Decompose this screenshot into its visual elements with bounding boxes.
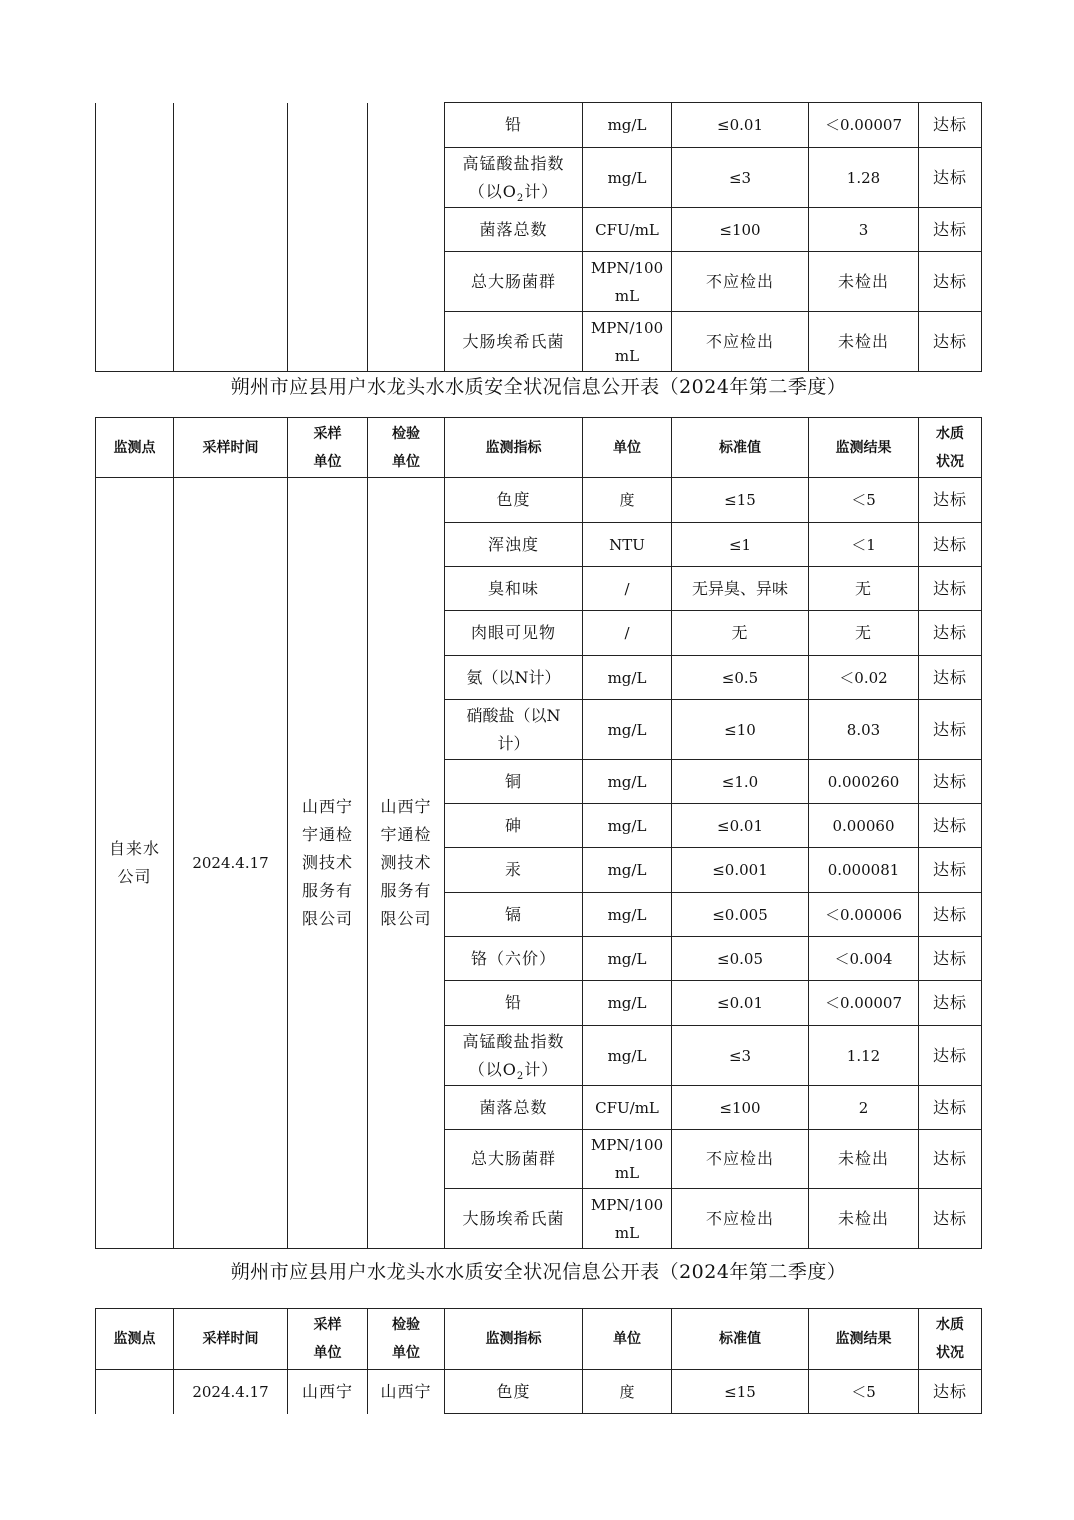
standard-cell: 不应检出	[672, 312, 809, 372]
result-cell: 2	[809, 1086, 919, 1130]
tester-line: 测技术	[380, 853, 432, 872]
unit-line-2: mL	[614, 346, 640, 365]
indicator-line-1: 高锰酸盐指数	[462, 1031, 565, 1051]
standard-cell: ≤0.001	[672, 848, 809, 893]
water-quality-table	[95, 417, 982, 1249]
sampler-cell	[288, 103, 368, 372]
result-cell: 3	[809, 208, 919, 252]
header-time: 采样时间	[174, 1309, 288, 1370]
unit-line-2: mL	[614, 1223, 640, 1242]
status-cell: 达标	[919, 893, 982, 937]
unit-cell: 度	[583, 478, 672, 523]
table-continuation	[95, 102, 982, 372]
status-cell: 达标	[919, 252, 982, 312]
result-cell: ＜0.02	[809, 656, 919, 700]
indicator-cell: 铅	[445, 981, 583, 1026]
header-sampler-line-2: 单位	[313, 453, 342, 470]
indicator-line-2a: （以O	[468, 1059, 517, 1079]
unit-cell	[583, 252, 672, 312]
standard-cell: 不应检出	[672, 1130, 809, 1189]
standard-cell: ≤1	[672, 523, 809, 567]
indicator-cell	[445, 700, 583, 760]
unit-cell: mg/L	[583, 937, 672, 981]
header-status	[919, 1309, 982, 1370]
indicator-cell: 铅	[445, 103, 583, 148]
status-cell: 达标	[919, 1130, 982, 1189]
unit-cell: mg/L	[583, 656, 672, 700]
standard-cell: ≤1.0	[672, 760, 809, 804]
sampler-line: 测技术	[301, 853, 353, 872]
indicator-cell: 菌落总数	[445, 1086, 583, 1130]
standard-cell: ≤3	[672, 1026, 809, 1086]
unit-cell: mg/L	[583, 804, 672, 848]
status-cell: 达标	[919, 208, 982, 252]
header-status-line-2: 状况	[936, 1345, 964, 1361]
standard-cell: ≤0.01	[672, 103, 809, 148]
tester-cell	[368, 478, 445, 1249]
site-line-2: 公司	[117, 867, 152, 886]
header-tester-line-1: 检验	[392, 425, 420, 442]
indicator-cell: 臭和味	[445, 567, 583, 611]
time-cell: 2024.4.17	[174, 1370, 288, 1414]
standard-cell: ≤0.01	[672, 804, 809, 848]
header-tester	[368, 1309, 445, 1370]
status-cell: 达标	[919, 981, 982, 1026]
time-cell: 2024.4.17	[174, 478, 288, 1249]
indicator-cell: 大肠埃希氏菌	[445, 1189, 583, 1249]
indicator-line-2: 计）	[497, 733, 530, 753]
unit-cell: /	[583, 611, 672, 656]
header-site: 监测点	[96, 1309, 174, 1370]
standard-cell: 无	[672, 611, 809, 656]
indicator-cell: 菌落总数	[445, 208, 583, 252]
header-status-line-1: 水质	[936, 425, 964, 442]
status-cell: 达标	[919, 312, 982, 372]
result-cell: 0.000260	[809, 760, 919, 804]
header-status-line-2: 状况	[936, 453, 964, 470]
indicator-cell: 肉眼可见物	[445, 611, 583, 656]
status-cell: 达标	[919, 611, 982, 656]
unit-cell: CFU/mL	[583, 208, 672, 252]
result-cell: 8.03	[809, 700, 919, 760]
header-status	[919, 418, 982, 478]
unit-line-1: MPN/100	[590, 1195, 664, 1214]
indicator-cell: 铜	[445, 760, 583, 804]
sampler-line: 服务有	[301, 881, 353, 900]
unit-cell: NTU	[583, 523, 672, 567]
tester-line: 宇通检	[380, 825, 432, 844]
unit-cell: mg/L	[583, 981, 672, 1026]
status-cell: 达标	[919, 937, 982, 981]
site-line-1: 自来水	[108, 839, 160, 858]
unit-line-2: mL	[614, 286, 640, 305]
result-cell: 无	[809, 611, 919, 656]
unit-line-1: MPN/100	[590, 258, 664, 277]
sampler-cell	[288, 478, 368, 1249]
header-tester-line-2: 单位	[392, 1345, 420, 1361]
indicator-cell: 大肠埃希氏菌	[445, 312, 583, 372]
site-cell	[96, 478, 174, 1249]
result-cell: 未检出	[809, 1189, 919, 1249]
header-standard: 标准值	[672, 418, 809, 478]
tester-line: 服务有	[380, 881, 432, 900]
site-cell	[96, 103, 174, 372]
unit-cell: mg/L	[583, 893, 672, 937]
indicator-cell: 色度	[445, 478, 583, 523]
sampler-line: 限公司	[301, 909, 353, 928]
header-unit: 单位	[583, 1309, 672, 1370]
header-standard: 标准值	[672, 1309, 809, 1370]
time-cell	[174, 103, 288, 372]
result-cell: ＜1	[809, 523, 919, 567]
result-cell: 1.12	[809, 1026, 919, 1086]
unit-line-2: mL	[614, 1164, 640, 1182]
status-cell: 达标	[919, 1370, 982, 1414]
header-sampler-line-1: 采样	[313, 425, 342, 442]
unit-cell	[583, 1189, 672, 1249]
sampler-cell: 山西宁	[288, 1370, 368, 1414]
standard-cell: 无异臭、异味	[672, 567, 809, 611]
status-cell: 达标	[919, 523, 982, 567]
result-cell: ＜0.004	[809, 937, 919, 981]
unit-cell: /	[583, 567, 672, 611]
status-cell: 达标	[919, 567, 982, 611]
standard-cell: 不应检出	[672, 252, 809, 312]
standard-cell: ≤0.05	[672, 937, 809, 981]
standard-cell: ≤0.005	[672, 893, 809, 937]
indicator-cell: 总大肠菌群	[445, 1130, 583, 1189]
indicator-line-1: 硝酸盐（以N	[466, 705, 561, 725]
result-cell: 未检出	[809, 312, 919, 372]
indicator-cell: 砷	[445, 804, 583, 848]
indicator-line-2a: （以O	[468, 181, 517, 201]
standard-cell: ≤0.5	[672, 656, 809, 700]
unit-cell: mg/L	[583, 103, 672, 148]
standard-cell: ≤100	[672, 208, 809, 252]
result-cell: ＜0.00007	[809, 981, 919, 1026]
standard-cell: ≤0.01	[672, 981, 809, 1026]
indicator-cell: 色度	[445, 1370, 583, 1414]
unit-cell: mg/L	[583, 700, 672, 760]
unit-cell: mg/L	[583, 760, 672, 804]
result-cell: 1.28	[809, 148, 919, 208]
header-sampler-line-2: 单位	[313, 1345, 342, 1361]
table-row	[96, 1370, 982, 1414]
indicator-line-1: 高锰酸盐指数	[462, 153, 565, 173]
header-indicator: 监测指标	[445, 418, 583, 478]
indicator-cell	[445, 1026, 583, 1086]
status-cell: 达标	[919, 1086, 982, 1130]
header-tester-line-2: 单位	[392, 453, 420, 470]
indicator-cell: 汞	[445, 848, 583, 893]
header-status-line-1: 水质	[936, 1317, 964, 1333]
indicator-line-2b: 计）	[524, 1059, 559, 1079]
result-cell: ＜5	[809, 478, 919, 523]
subscript: 2	[516, 1070, 525, 1082]
table-caption: 朔州市应县用户水龙头水水质安全状况信息公开表（2024年第二季度）	[230, 376, 847, 398]
result-cell: 0.000081	[809, 848, 919, 893]
status-cell: 达标	[919, 103, 982, 148]
status-cell: 达标	[919, 848, 982, 893]
tester-line: 山西宁	[380, 797, 432, 816]
unit-cell: 度	[583, 1370, 672, 1414]
status-cell: 达标	[919, 700, 982, 760]
result-cell: 0.00060	[809, 804, 919, 848]
tester-cell	[368, 103, 445, 372]
indicator-cell: 铬（六价）	[445, 937, 583, 981]
status-cell: 达标	[919, 656, 982, 700]
standard-cell: ≤3	[672, 148, 809, 208]
sampler-line: 山西宁	[301, 797, 353, 816]
status-cell: 达标	[919, 478, 982, 523]
result-cell: ＜0.00007	[809, 103, 919, 148]
sampler-line: 宇通检	[301, 825, 353, 844]
header-unit: 单位	[583, 418, 672, 478]
status-cell: 达标	[919, 148, 982, 208]
result-cell: ＜5	[809, 1370, 919, 1414]
status-cell: 达标	[919, 804, 982, 848]
header-sampler	[288, 1309, 368, 1370]
unit-cell: mg/L	[583, 848, 672, 893]
site-cell	[96, 1370, 174, 1414]
result-cell: 未检出	[809, 252, 919, 312]
standard-cell: ≤15	[672, 1370, 809, 1414]
unit-cell	[583, 1130, 672, 1189]
status-cell: 达标	[919, 1026, 982, 1086]
subscript: 2	[516, 192, 525, 204]
unit-line-1: MPN/100	[590, 1136, 664, 1154]
unit-line-1: MPN/100	[590, 318, 664, 337]
header-tester-line-1: 检验	[392, 1317, 420, 1333]
header-result: 监测结果	[809, 418, 919, 478]
unit-cell	[583, 312, 672, 372]
unit-cell: mg/L	[583, 148, 672, 208]
table-caption: 朔州市应县用户水龙头水水质安全状况信息公开表（2024年第二季度）	[230, 1261, 847, 1283]
status-cell: 达标	[919, 760, 982, 804]
indicator-line-2	[447, 178, 580, 206]
header-time: 采样时间	[174, 418, 288, 478]
header-row	[96, 1309, 982, 1370]
header-indicator: 监测指标	[445, 1309, 583, 1370]
indicator-cell	[445, 148, 583, 208]
indicator-cell: 镉	[445, 893, 583, 937]
indicator-line-2b: 计）	[524, 181, 559, 201]
header-sampler	[288, 418, 368, 478]
standard-cell: 不应检出	[672, 1189, 809, 1249]
header-sampler-line-1: 采样	[313, 1317, 342, 1333]
indicator-cell: 浑浊度	[445, 523, 583, 567]
result-cell: ＜0.00006	[809, 893, 919, 937]
header-result: 监测结果	[809, 1309, 919, 1370]
tester-line: 限公司	[380, 909, 432, 928]
indicator-cell: 总大肠菌群	[445, 252, 583, 312]
tester-cell: 山西宁	[368, 1370, 445, 1414]
indicator-cell: 氨（以N计）	[445, 656, 583, 700]
result-cell: 未检出	[809, 1130, 919, 1189]
standard-cell: ≤10	[672, 700, 809, 760]
water-quality-table-next	[95, 1308, 982, 1414]
status-cell: 达标	[919, 1189, 982, 1249]
unit-cell: CFU/mL	[583, 1086, 672, 1130]
header-site: 监测点	[96, 418, 174, 478]
result-cell: 无	[809, 567, 919, 611]
header-row	[96, 418, 982, 478]
table-row	[96, 103, 982, 148]
indicator-line-2	[447, 1056, 580, 1084]
header-tester	[368, 418, 445, 478]
table-row	[96, 478, 982, 523]
standard-cell: ≤100	[672, 1086, 809, 1130]
unit-cell: mg/L	[583, 1026, 672, 1086]
standard-cell: ≤15	[672, 478, 809, 523]
